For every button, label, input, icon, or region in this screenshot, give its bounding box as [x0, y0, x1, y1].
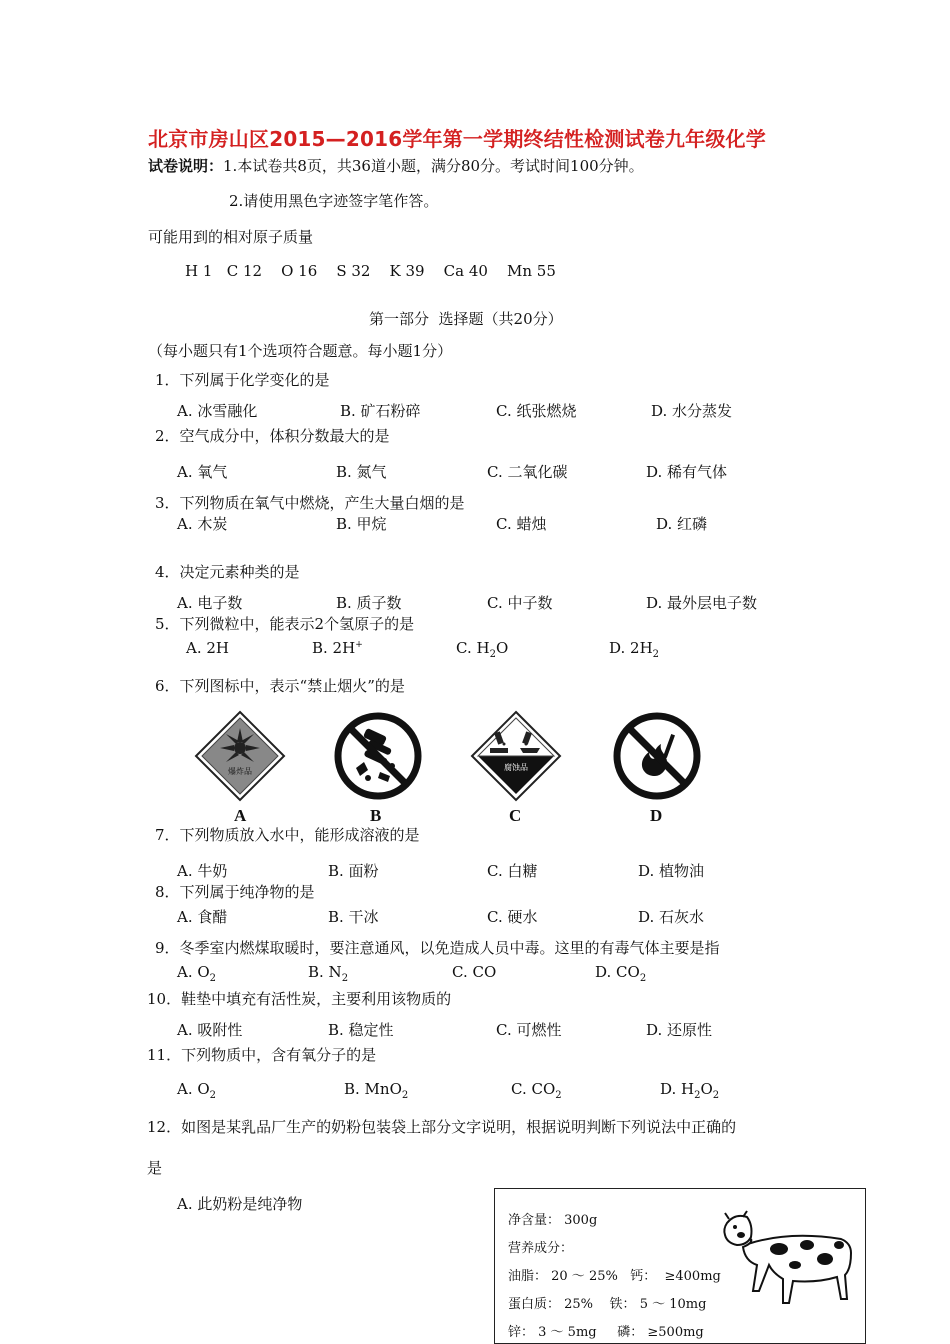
q5-stem: 5．下列微粒中，能表示2个氢原子的是 — [155, 615, 415, 633]
q8-option-c: C. 硬水 — [487, 908, 538, 926]
no-fire-sign-icon — [613, 712, 701, 800]
instructions-text1: 1.本试卷共8页，共36道小题，满分80分。考试时间100分钟。 — [223, 157, 644, 175]
q10-option-a: A. 吸附性 — [177, 1021, 243, 1039]
label-row2: 蛋白质： 25% 铁： 5 ～ 10mg — [508, 1297, 707, 1312]
q9-stem: 9．冬季室内燃煤取暖时，要注意通风，以免造成人员中毒。这里的有毒气体主要是指 — [155, 939, 720, 957]
q9-option-d: D. $CO_2$ — [595, 963, 647, 984]
q9-option-b: B. $N_2$ — [308, 963, 349, 984]
q1-option-d: D. 水分蒸发 — [651, 402, 733, 420]
q8-option-a: A. 食醋 — [177, 908, 228, 926]
q4-stem: 4．决定元素种类的是 — [155, 563, 300, 581]
sign-c-text: 腐蚀品 — [504, 763, 528, 772]
q2-option-b: B. 氮气 — [336, 463, 387, 481]
q7-option-c: C. 白糖 — [487, 862, 538, 880]
q10-option-d: D. 还原性 — [646, 1021, 713, 1039]
sign-label-d: D — [650, 806, 663, 825]
q7-option-b: B. 面粉 — [328, 862, 379, 880]
q4-option-c: C. 中子数 — [487, 594, 553, 612]
label-row1: 油脂： 20 ～ 25% 钙： ≥400mg — [508, 1269, 721, 1284]
q7-option-a: A. 牛奶 — [177, 862, 228, 880]
sign-a-text: 爆炸品 — [228, 767, 252, 776]
sign-label-b: B — [370, 806, 382, 825]
q3-option-c: C. 蜡烛 — [496, 515, 547, 533]
q7-option-d: D. 植物油 — [638, 862, 705, 880]
sign-label-c: C — [509, 806, 522, 825]
q4-option-a: A. 电子数 — [177, 594, 243, 612]
q5-option-b: B. 2H+ — [312, 639, 363, 657]
explosive-sign-icon — [194, 710, 286, 802]
q4-option-b: B. 质子数 — [336, 594, 402, 612]
q11-option-b: B. MnO$_2$ — [344, 1080, 409, 1101]
q2-option-a: A. 氧气 — [177, 463, 228, 481]
q8-stem: 8．下列属于纯净物的是 — [155, 883, 315, 901]
q8-option-b: B. 干冰 — [328, 908, 379, 926]
q12-stem-cont: 是 — [147, 1159, 163, 1177]
label-net-content: 净含量： 300g — [508, 1213, 598, 1228]
q2-option-d: D. 稀有气体 — [646, 463, 728, 481]
q10-stem: 10．鞋垫中填充有活性炭，主要利用该物质的 — [147, 990, 452, 1008]
q1-option-c: C. 纸张燃烧 — [496, 402, 577, 420]
q12-stem: 12．如图是某乳品厂生产的奶粉包装袋上部分文字说明，根据说明判断下列说法中正确的 — [147, 1118, 737, 1136]
no-hand-sign-icon — [334, 712, 422, 800]
page-title: 北京市房山区2015—2016学年第一学期终结性检测试卷九年级化学 — [148, 127, 766, 151]
atomic-mass-values: H 1 C 12 O 16 S 32 K 39 Ca 40 Mn 55 — [185, 262, 556, 280]
q5-option-c: C. $H_2O$ — [456, 639, 509, 660]
q9-option-c: C. CO — [452, 963, 497, 981]
q1-option-b: B. 矿石粉碎 — [340, 402, 421, 420]
cow-icon — [721, 1205, 861, 1305]
milk-label-box — [494, 1188, 866, 1344]
q3-option-a: A. 木炭 — [177, 515, 228, 533]
q3-stem: 3．下列物质在氧气中燃烧，产生大量白烟的是 — [155, 494, 465, 512]
label-nutrition-heading: 营养成分： — [508, 1241, 574, 1256]
q8-option-d: D. 石灰水 — [638, 908, 705, 926]
q11-stem: 11．下列物质中，含有氧分子的是 — [147, 1046, 377, 1064]
q2-option-c: C. 二氧化碳 — [487, 463, 568, 481]
q9-option-a: A. $O_2$ — [177, 963, 217, 984]
part1-note: （每小题只有1个选项符合题意。每小题1分） — [148, 342, 453, 360]
q4-option-d: D. 最外层电子数 — [646, 594, 758, 612]
q11-option-d: D. $H_2O_2$ — [660, 1080, 720, 1101]
q12-option-a: A. 此奶粉是纯净物 — [177, 1195, 303, 1213]
atomic-mass-heading: 可能用到的相对原子质量 — [148, 228, 314, 246]
sign-label-a: A — [234, 806, 247, 825]
q5-option-d: D. $2H_2$ — [609, 639, 660, 660]
q10-option-b: B. 稳定性 — [328, 1021, 394, 1039]
q3-option-d: D. 红磷 — [656, 515, 708, 533]
q2-stem: 2．空气成分中，体积分数最大的是 — [155, 427, 390, 445]
instructions-line2: 2.请使用黑色字迹签字笔作答。 — [229, 192, 439, 210]
q1-option-a: A. 冰雪融化 — [177, 402, 258, 420]
q3-option-b: B. 甲烷 — [336, 515, 387, 533]
instructions-line1 — [148, 155, 644, 176]
q11-option-a: A. $O_2$ — [177, 1080, 217, 1101]
part1-heading: 第一部分 选择题（共20分） — [369, 310, 563, 328]
corrosive-sign-icon — [470, 710, 562, 802]
q7-stem: 7．下列物质放入水中，能形成溶液的是 — [155, 826, 420, 844]
q5-option-a: A. 2H — [186, 639, 229, 657]
q6-stem: 6．下列图标中，表示“禁止烟火”的是 — [155, 677, 405, 695]
q10-option-c: C. 可燃性 — [496, 1021, 562, 1039]
instructions-label: 试卷说明： — [148, 157, 224, 175]
q1-stem: 1．下列属于化学变化的是 — [155, 371, 330, 389]
q11-option-c: C. $CO_2$ — [511, 1080, 562, 1101]
label-row3: 锌： 3 ～ 5mg 磷： ≥500mg — [508, 1325, 704, 1340]
